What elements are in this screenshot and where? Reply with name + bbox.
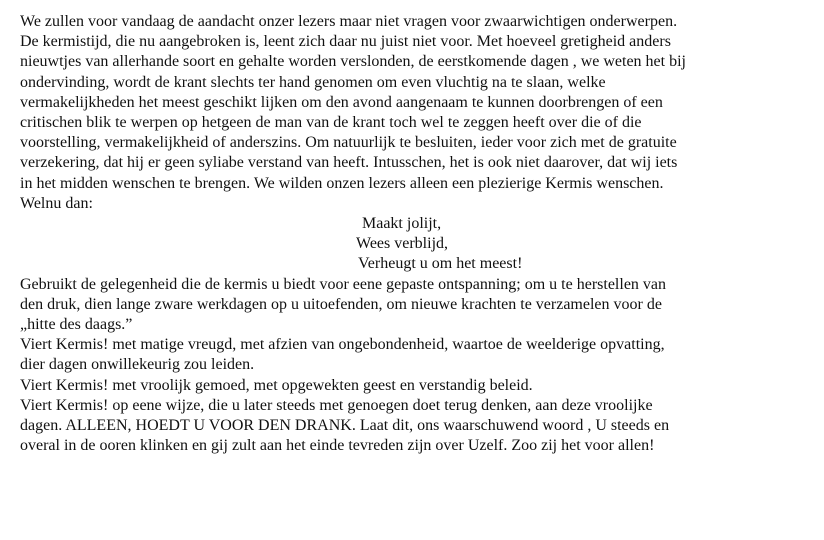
verse-line: Verheugt u om het meest! bbox=[358, 255, 523, 273]
article-text bbox=[20, 12, 820, 456]
intro-paragraph bbox=[20, 12, 820, 214]
text-line: De kermistijd, die nu aangebroken is, leent zich daar nu juist niet voor. Met hoeveel gretigheid anders bbox=[20, 33, 671, 51]
text-line: den druk, dien lange zware werkdagen op u uitoefenden, om nieuwe krachten te verzamelen voor de bbox=[20, 295, 662, 313]
text-line: dagen. ALLEEN, HOEDT U VOOR DEN DRANK. Laat dit, ons waarschuwend woord , U steeds en bbox=[20, 417, 670, 435]
text-line: overal in de ooren klinken en gij zult aan het einde tevreden zijn over Uzelf. Zoo zij het voor allen! bbox=[20, 437, 655, 455]
closing-paragraph bbox=[20, 275, 820, 457]
verse bbox=[20, 214, 820, 275]
text-line: voorstelling, vermakelijkheid of anderszins. Om natuurlijk te besluiten, ieder voor zich met de gratuite bbox=[20, 134, 677, 152]
text-line: critischen blik te werpen op hetgeen de man van de krant toch wel te zeggen heeft over die of die bbox=[20, 114, 642, 132]
text-line: vermakelijkheden het meest geschikt lijken om den avond aangenaam te kunnen doorbrengen of een bbox=[20, 93, 663, 111]
text-line: in het midden wenschen te brengen. We wilden onzen lezers alleen een plezierige Kermis wenschen. bbox=[20, 174, 664, 192]
text-line: Viert Kermis! op eene wijze, die u later steeds met genoegen doet terug denken, aan deze vroolijke bbox=[20, 396, 653, 414]
text-line: We zullen voor vandaag de aandacht onzer lezers maar niet vragen voor zwaarwichtigen onderwerpen. bbox=[20, 13, 678, 30]
text-line: Gebruikt de gelegenheid die de kermis u biedt voor eene gepaste ontspanning; om u te herstellen van bbox=[20, 275, 667, 293]
text-line: ondervinding, wordt de krant slechts ter hand genomen om even vluchtig na te slaan, welke bbox=[20, 73, 606, 91]
verse-line: Wees verblijd, bbox=[356, 235, 449, 253]
text-line: Welnu dan: bbox=[20, 194, 93, 212]
text-line: Viert Kermis! met vroolijk gemoed, met opgewekten geest en verstandig beleid. bbox=[20, 376, 533, 394]
text-line: „hitte des daags.” bbox=[20, 316, 133, 334]
text-line: dier dagen onwillekeurig zou leiden. bbox=[20, 356, 255, 374]
text-line: verzekering, dat hij er geen syliabe verstand van heeft. Intusschen, het is ook niet daarover, dat wij iets bbox=[20, 154, 678, 172]
verse-line: Maakt jolijt, bbox=[362, 215, 442, 233]
text-line: nieuwtjes van allerhande soort en gehalte worden verslonden, de eerstkomende dagen , we weten het bij bbox=[20, 53, 686, 71]
text-line: Viert Kermis! met matige vreugd, met afzien van ongebondenheid, waartoe de weelderige opvatting, bbox=[20, 336, 665, 354]
